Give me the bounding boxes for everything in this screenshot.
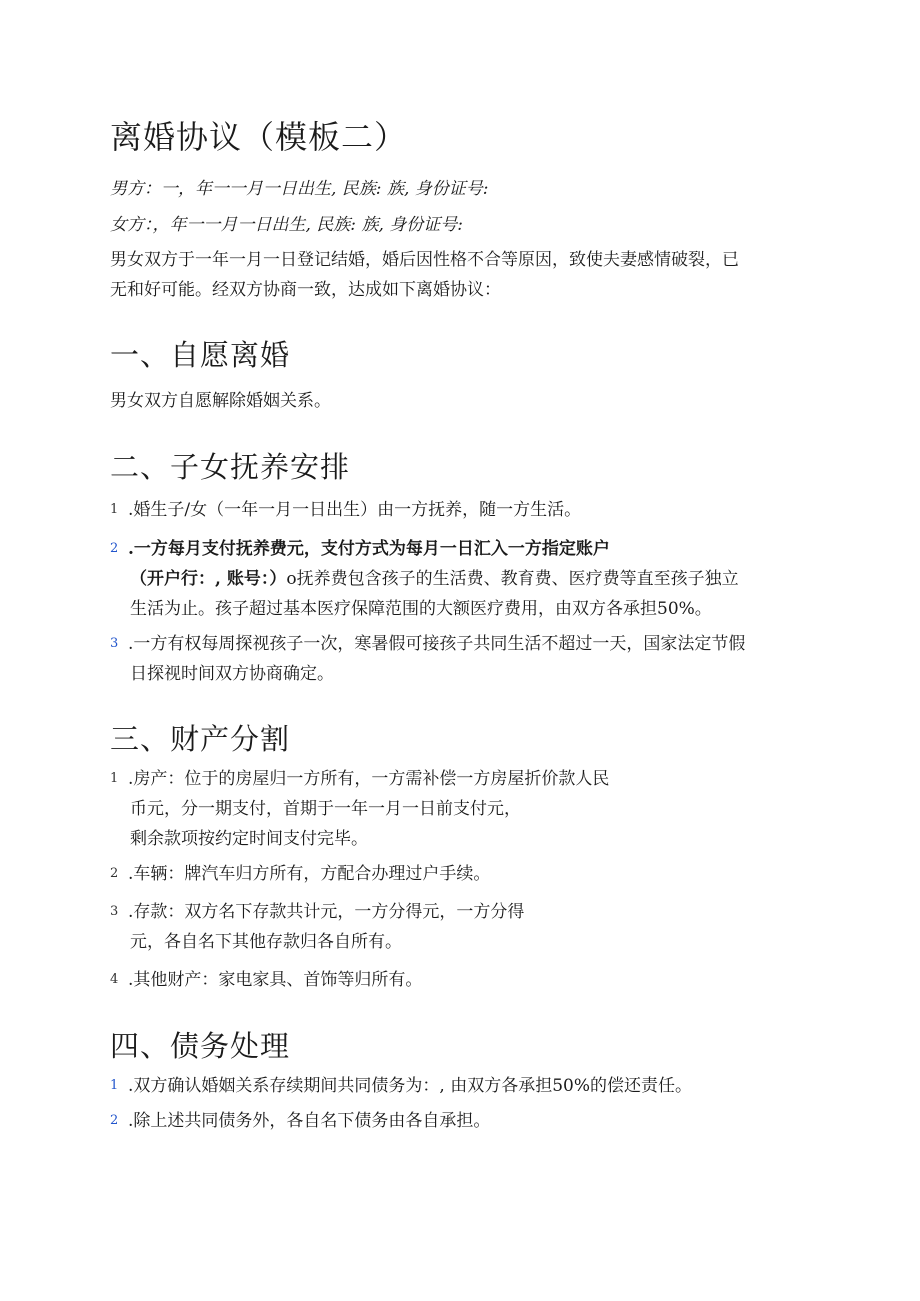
list-item-line: .车辆：牌汽车归方所有，方配合办理过户手续。	[128, 864, 491, 884]
list-item-line: .婚生子/女（一年一月一日出生）由一方抚养，随一方生活。	[128, 500, 582, 520]
list-item	[110, 897, 810, 957]
list-item	[110, 965, 810, 995]
list-item-line: .一方每月支付抚养费元，支付方式为每月一日汇入一方指定账户	[128, 539, 610, 559]
party-female-line: 女方：，年一一月一日出生, 民族: 族, 身份证号:	[110, 215, 463, 235]
account-info: （开户行：, 账号：）	[130, 569, 287, 589]
list-item-line: .双方确认婚姻关系存续期间共同债务为：, 由双方各承担50%的偿还责任。	[128, 1076, 692, 1096]
list-item-line: .存款：双方名下存款共计元，一方分得元，一方分得	[128, 902, 525, 922]
list-item-line: 剩余款项按约定时间支付完毕。	[130, 829, 368, 849]
list-item	[110, 764, 810, 854]
list-number: 2	[110, 541, 119, 556]
list-item-line: 币元，分一期支付，首期于一年一月一日前支付元，	[130, 799, 521, 819]
list-item-line: 日探视时间双方协商确定。	[130, 664, 334, 684]
list-item	[110, 534, 810, 624]
list-item-line: .一方有权每周探视孩子一次，寒暑假可接孩子共同生活不超过一天，国家法定节假	[128, 634, 746, 654]
list-item	[110, 859, 810, 889]
list-number: 3	[110, 904, 119, 919]
list-item-line: 生活为止。孩子超过基本医疗保障范围的大额医疗费用，由双方各承担50%。	[130, 599, 712, 619]
list-item-line: 元，各自名下其他存款归各自所有。	[130, 932, 402, 952]
list-item	[110, 1106, 810, 1136]
list-item	[110, 495, 810, 525]
intro-paragraph	[110, 245, 810, 305]
section-heading-child-custody: 二、子女抚养安排	[110, 450, 351, 484]
section-heading-debt-handling: 四、债务处理	[110, 1029, 291, 1063]
section-heading-voluntary-divorce: 一、自愿离婚	[110, 338, 291, 372]
list-item-line: .其他财产：家电家具、首饰等归所有。	[128, 970, 423, 990]
list-item	[110, 1071, 810, 1101]
intro-line: 无和好可能。经双方协商一致，达成如下离婚协议：	[110, 280, 501, 300]
party-male-line: 男方：一，年一一月一日出生, 民族: 族, 身份证号:	[110, 179, 489, 199]
section-text: 男女双方自愿解除婚姻关系。	[110, 391, 331, 411]
section-heading-property-division: 三、财产分割	[110, 722, 291, 756]
document-title: 离婚协议（模板二）	[110, 118, 408, 156]
list-number: 4	[110, 972, 119, 987]
list-number: 1	[110, 771, 119, 786]
list-number: 1	[110, 1078, 119, 1093]
list-number: 2	[110, 1113, 119, 1128]
list-number: 3	[110, 636, 119, 651]
list-item-line: .房产：位于的房屋归一方所有，一方需补偿一方房屋折价款人民	[128, 769, 610, 789]
list-number: 1	[110, 502, 119, 517]
list-item	[110, 629, 810, 689]
intro-line: 男女双方于一年一月一日登记结婚，婚后因性格不合等原因，致使夫妻感情破裂，已	[110, 250, 739, 270]
list-number: 2	[110, 866, 119, 881]
list-item-line: .除上述共同债务外，各自名下债务由各自承担。	[128, 1111, 491, 1131]
list-item-line: o抚养费包含孩子的生活费、教育费、医疗费等直至孩子独立	[286, 569, 739, 589]
